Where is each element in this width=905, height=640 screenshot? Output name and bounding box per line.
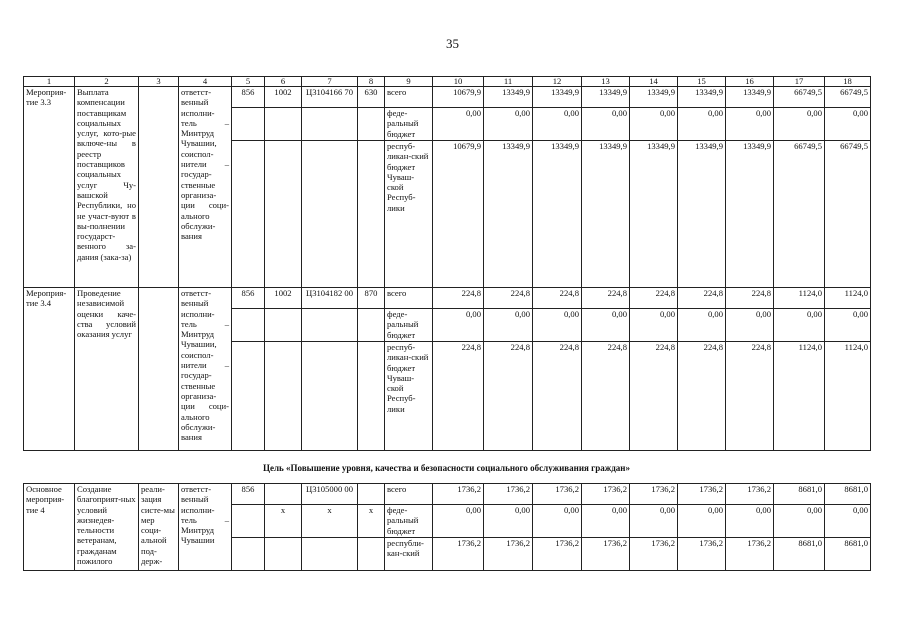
amount-cell: 224,8	[630, 342, 678, 451]
amount-cell: 224,8	[726, 342, 774, 451]
csr-code: Ц3104166 70	[302, 87, 358, 108]
col-header: 18	[825, 77, 871, 87]
amount-cell: 224,8	[582, 342, 630, 451]
amount-cell: 1736,2	[484, 484, 533, 505]
funding-source: всего	[385, 484, 433, 505]
csr-code	[302, 141, 358, 288]
funding-source: всего	[385, 288, 433, 309]
amount-cell: 13349,9	[533, 87, 582, 108]
amount-cell: 224,8	[533, 342, 582, 451]
csr-code	[302, 342, 358, 451]
amount-cell: 13349,9	[726, 87, 774, 108]
vr-code	[358, 108, 385, 141]
rzpr-code: х	[265, 505, 302, 538]
col-header: 15	[678, 77, 726, 87]
rzpr-code: 1002	[265, 87, 302, 108]
amount-cell: 224,8	[433, 342, 484, 451]
funding-source: феде-ральный бюджет	[385, 108, 433, 141]
amount-cell: 1736,2	[678, 538, 726, 571]
amount-cell: 8681,0	[825, 484, 871, 505]
amount-cell: 66749,5	[825, 87, 871, 108]
amount-cell: 1736,2	[533, 538, 582, 571]
amount-cell: 0,00	[630, 309, 678, 342]
grbs-code	[232, 108, 265, 141]
participant-cell: реали-зация систе-мы мер соци-альной под-держ-	[139, 484, 179, 571]
amount-cell: 0,00	[582, 309, 630, 342]
page-number: 35	[446, 36, 459, 51]
amount-cell: 0,00	[433, 108, 484, 141]
amount-cell: 13349,9	[582, 141, 630, 288]
amount-cell: 1736,2	[726, 484, 774, 505]
amount-cell: 13349,9	[582, 87, 630, 108]
amount-cell: 1736,2	[533, 484, 582, 505]
rzpr-code	[265, 484, 302, 505]
amount-cell: 13349,9	[484, 87, 533, 108]
activity-name: Проведение независимой оценки каче-ства условий оказания услуг	[75, 288, 139, 451]
amount-cell: 1124,0	[825, 342, 871, 451]
amount-cell: 1736,2	[582, 538, 630, 571]
col-header: 13	[582, 77, 630, 87]
amount-cell: 0,00	[533, 505, 582, 538]
activity-name: Выплата компенсации поставщикам социальных услуг, кото-рые включе-ны в реестр поставщиков социальных услуг Чу-вашской Республики, но не участ-вуют в вы-полнении государст-венного за-дания (зака-за)	[75, 87, 139, 288]
amount-cell: 13349,9	[678, 141, 726, 288]
rzpr-code	[265, 141, 302, 288]
amount-cell: 66749,5	[774, 141, 825, 288]
vr-code: х	[358, 505, 385, 538]
vr-code	[358, 141, 385, 288]
grbs-code	[232, 309, 265, 342]
col-header: 11	[484, 77, 533, 87]
grbs-code	[232, 141, 265, 288]
amount-cell: 0,00	[484, 505, 533, 538]
vr-code: 630	[358, 87, 385, 108]
col-header: 16	[726, 77, 774, 87]
col-header: 8	[358, 77, 385, 87]
amount-cell: 224,8	[630, 288, 678, 309]
amount-cell: 224,8	[678, 342, 726, 451]
amount-cell: 0,00	[678, 505, 726, 538]
vr-code	[358, 484, 385, 505]
amount-cell: 13349,9	[678, 87, 726, 108]
amount-cell: 0,00	[774, 108, 825, 141]
amount-cell: 224,8	[484, 288, 533, 309]
grbs-code	[232, 538, 265, 571]
amount-cell: 0,00	[726, 309, 774, 342]
amount-cell: 10679,9	[433, 87, 484, 108]
amount-cell: 0,00	[825, 505, 871, 538]
funding-source: всего	[385, 87, 433, 108]
amount-cell: 0,00	[433, 505, 484, 538]
responsible-executor: ответст-венный исполни-тель – Минтруд Чувашии, соиспол-нители – государ-ственные организа-ции соци-ального обслужи-вания	[179, 87, 232, 288]
column-numbers-row	[24, 77, 871, 87]
amount-cell: 0,00	[825, 309, 871, 342]
vr-code: 870	[358, 288, 385, 309]
col-header: 14	[630, 77, 678, 87]
activity-name: Создание благоприят-ных условий жизнедея-тельности ветеранам, гражданам пожилого	[75, 484, 139, 571]
activity-code: Мероприя-тие 3.4	[24, 288, 75, 451]
csr-code: Ц3104182 00	[302, 288, 358, 309]
amount-cell: 13349,9	[630, 87, 678, 108]
col-header: 1	[24, 77, 75, 87]
grbs-code	[232, 505, 265, 538]
csr-code	[302, 538, 358, 571]
col-header: 7	[302, 77, 358, 87]
csr-code	[302, 108, 358, 141]
responsible-executor: ответст-венный исполни-тель – Минтруд Чувашии	[179, 484, 232, 571]
vr-code	[358, 538, 385, 571]
amount-cell: 1736,2	[726, 538, 774, 571]
vr-code	[358, 309, 385, 342]
rzpr-code: 1002	[265, 288, 302, 309]
amount-cell: 0,00	[630, 505, 678, 538]
funding-source: республи-кан-ский	[385, 538, 433, 571]
amount-cell: 0,00	[484, 309, 533, 342]
amount-cell: 0,00	[582, 505, 630, 538]
col-header: 4	[179, 77, 232, 87]
activity-code: Мероприя-тие 3.3	[24, 87, 75, 288]
funding-source: респуб-ликан-ский бюджет Чуваш-ской Респуб-лики	[385, 342, 433, 451]
col-header: 17	[774, 77, 825, 87]
table-row	[24, 87, 871, 108]
amount-cell: 13349,9	[726, 141, 774, 288]
amount-cell: 13349,9	[484, 141, 533, 288]
amount-cell: 0,00	[678, 108, 726, 141]
amount-cell: 10679,9	[433, 141, 484, 288]
amount-cell: 1736,2	[484, 538, 533, 571]
amount-cell: 13349,9	[533, 141, 582, 288]
col-header: 9	[385, 77, 433, 87]
goal-heading: Цель «Повышение уровня, качества и безопасности социального обслуживания граждан»	[262, 463, 630, 473]
amount-cell: 224,8	[484, 342, 533, 451]
table-row	[24, 288, 871, 309]
activity-code: Основное мероприя-тие 4	[24, 484, 75, 571]
responsible-executor: ответст-венный исполни-тель – Минтруд Чувашии, соиспол-нители – государ-ственные организа-ции соци-ального обслужи-вания	[179, 288, 232, 451]
amount-cell: 224,8	[678, 288, 726, 309]
funding-source: феде-ральный бюджет	[385, 505, 433, 538]
amount-cell: 1736,2	[630, 538, 678, 571]
amount-cell: 1124,0	[774, 342, 825, 451]
amount-cell: 224,8	[726, 288, 774, 309]
col-header: 5	[232, 77, 265, 87]
budget-table-continued	[23, 483, 871, 571]
amount-cell: 8681,0	[774, 484, 825, 505]
col-header: 6	[265, 77, 302, 87]
amount-cell: 224,8	[533, 288, 582, 309]
rzpr-code	[265, 538, 302, 571]
amount-cell: 13349,9	[630, 141, 678, 288]
grbs-code: 856	[232, 87, 265, 108]
amount-cell: 1736,2	[582, 484, 630, 505]
table-row	[24, 484, 871, 505]
amount-cell: 224,8	[433, 288, 484, 309]
funding-source: феде-ральный бюджет	[385, 309, 433, 342]
rzpr-code	[265, 108, 302, 141]
csr-code: Ц3105000 00	[302, 484, 358, 505]
col-header: 2	[75, 77, 139, 87]
amount-cell: 8681,0	[825, 538, 871, 571]
amount-cell: 8681,0	[774, 538, 825, 571]
amount-cell: 0,00	[726, 505, 774, 538]
grbs-code: 856	[232, 288, 265, 309]
amount-cell: 1124,0	[825, 288, 871, 309]
amount-cell: 0,00	[726, 108, 774, 141]
col-header: 12	[533, 77, 582, 87]
csr-code	[302, 309, 358, 342]
funding-source: респуб-ликан-ский бюджет Чуваш-ской Респуб-лики	[385, 141, 433, 288]
amount-cell: 1736,2	[678, 484, 726, 505]
amount-cell: 1736,2	[433, 538, 484, 571]
rzpr-code	[265, 342, 302, 451]
amount-cell: 0,00	[582, 108, 630, 141]
amount-cell: 0,00	[825, 108, 871, 141]
amount-cell: 0,00	[774, 505, 825, 538]
amount-cell: 224,8	[582, 288, 630, 309]
budget-table	[23, 76, 871, 451]
amount-cell: 0,00	[678, 309, 726, 342]
amount-cell: 0,00	[630, 108, 678, 141]
amount-cell: 0,00	[433, 309, 484, 342]
amount-cell: 1736,2	[630, 484, 678, 505]
amount-cell: 66749,5	[774, 87, 825, 108]
csr-code: х	[302, 505, 358, 538]
amount-cell: 0,00	[774, 309, 825, 342]
amount-cell: 0,00	[533, 309, 582, 342]
amount-cell: 1124,0	[774, 288, 825, 309]
participant-cell	[139, 288, 179, 451]
amount-cell: 1736,2	[433, 484, 484, 505]
col-header: 3	[139, 77, 179, 87]
rzpr-code	[265, 309, 302, 342]
amount-cell: 0,00	[484, 108, 533, 141]
grbs-code	[232, 342, 265, 451]
vr-code	[358, 342, 385, 451]
amount-cell: 66749,5	[825, 141, 871, 288]
amount-cell: 0,00	[533, 108, 582, 141]
grbs-code: 856	[232, 484, 265, 505]
participant-cell	[139, 87, 179, 288]
col-header: 10	[433, 77, 484, 87]
